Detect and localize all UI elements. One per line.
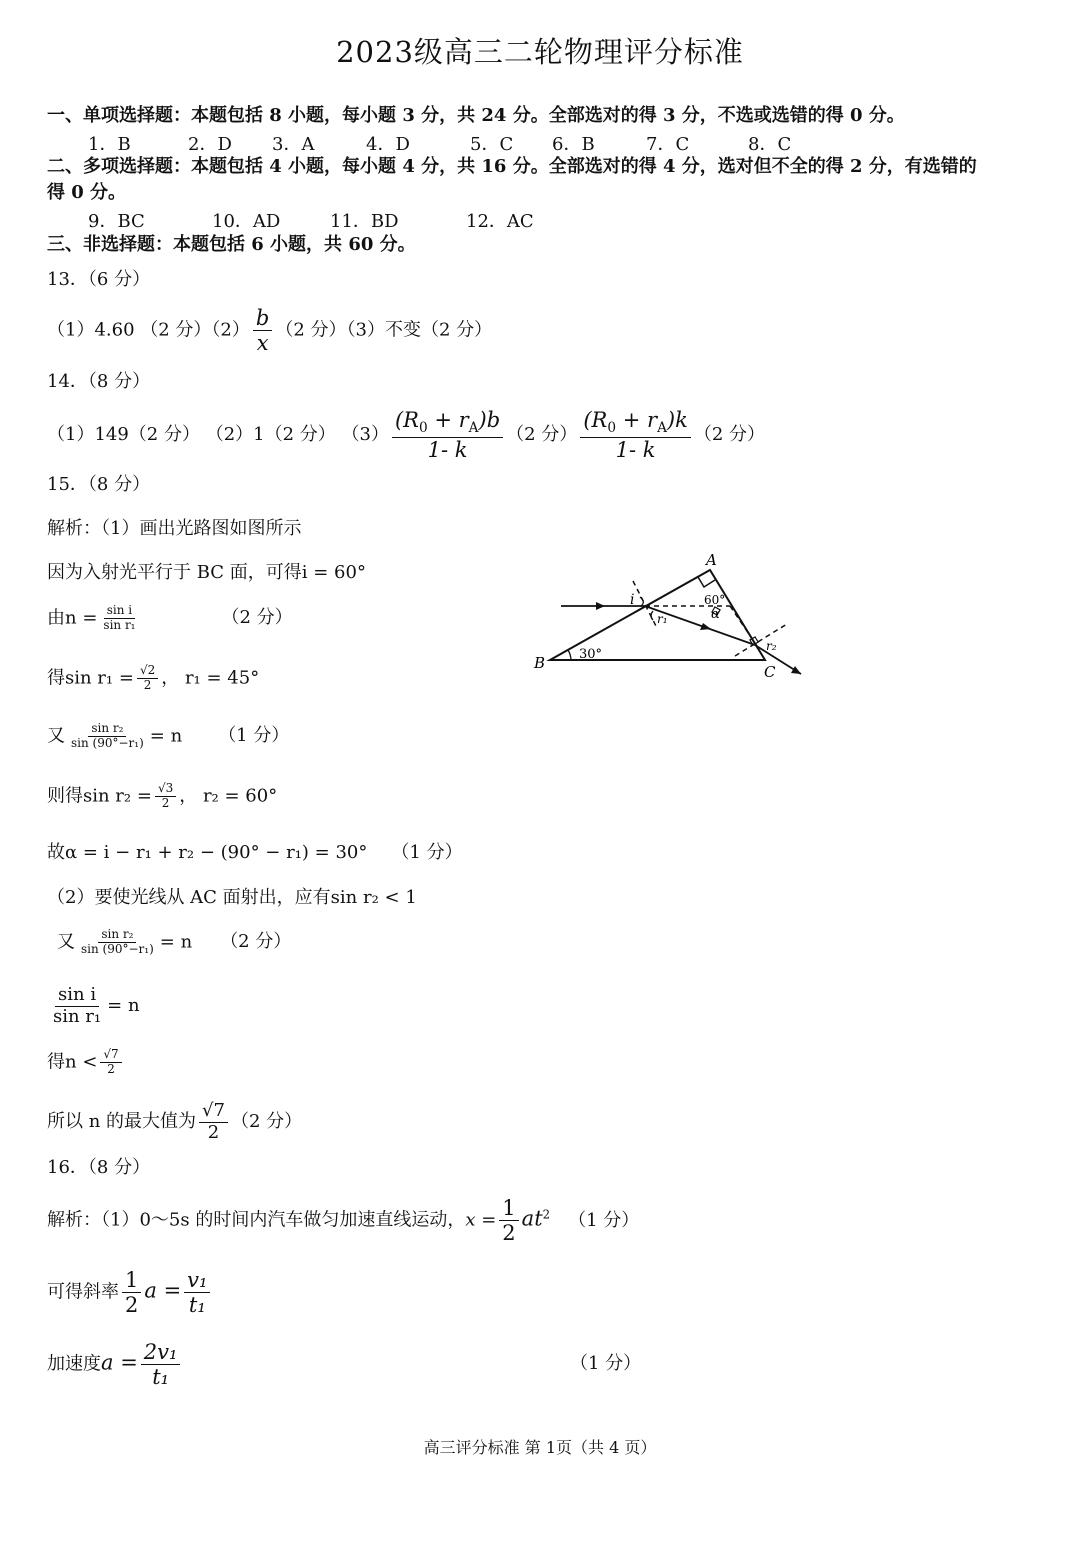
answer-10: 10．AD bbox=[212, 211, 281, 232]
section3-heading: 三、非选择题：本题包括 6 小题，共 60 分。 bbox=[47, 234, 416, 255]
section2-heading-line1: 二、多项选择题：本题包括 4 小题，每小题 4 分，共 16 分。全部选对的得 4 分，选对但不全的得 2 分，有选错的 bbox=[47, 156, 977, 177]
label-r1: r₁ bbox=[657, 612, 668, 626]
q16-line1: 解析：（1）0～5s 的时间内汽车做匀加速直线运动，x = $\frac{1}{2}$ $at^2$ （1 分） bbox=[47, 1196, 640, 1246]
label-angle-b: 30° bbox=[579, 647, 603, 662]
label-c: C bbox=[764, 663, 776, 681]
q15-line5: 又 $\frac{\text{sin r₂}}{\text{sin (90°−r₁)}}$ = n （1 分） bbox=[47, 721, 290, 750]
q14-answer: （1）149（2 分） （2）1（2 分） （3） $\frac{(R_0 + r_A)b}{1- k}$ （2 分） $\frac{(R_0 + r_A)k}{1- k}$ （2 分） bbox=[47, 408, 766, 462]
refracted-arrow bbox=[700, 623, 711, 630]
label-i: i bbox=[630, 592, 635, 608]
q14-label: 14．（8 分） bbox=[47, 371, 151, 392]
answer-11: 11．BD bbox=[330, 211, 399, 232]
q15-line7: 故α = i − r₁ + r₂ − (90° − r₁) = 30° （1 分） bbox=[47, 842, 463, 863]
q15-line2: 因为入射光平行于 BC 面，可得i = 60° bbox=[47, 562, 366, 583]
q14-fraction-2: $\frac{(R_0 + r_A)k}{1- k}$ bbox=[580, 408, 690, 462]
answer-4: 4．D bbox=[366, 134, 410, 155]
angle-arc-b bbox=[568, 650, 571, 660]
q15-line10: $\frac{\text{sin i}}{\text{sin r₁}}$ = n bbox=[53, 984, 140, 1027]
answer-12: 12．AC bbox=[466, 211, 534, 232]
q15-line6: 则得sin r₂ = $\frac{√3}{2}$ ， r₂ = 60° bbox=[47, 781, 278, 810]
label-angle-a: 60° bbox=[704, 593, 726, 607]
q16-label: 16．（8 分） bbox=[47, 1157, 151, 1178]
q15-line11: 得n < $\frac{√7}{2}$ bbox=[47, 1048, 125, 1077]
q13-fraction: $\frac{b}{x}$ bbox=[253, 306, 272, 355]
section2-heading-line2: 得 0 分。 bbox=[47, 182, 127, 203]
angle-arc-i bbox=[640, 597, 643, 606]
q15-label: 15．（8 分） bbox=[47, 474, 151, 495]
answer-8: 8．C bbox=[748, 134, 792, 155]
angle-arc-r1 bbox=[651, 611, 653, 620]
answer-3: 3．A bbox=[272, 134, 315, 155]
answer-6: 6．B bbox=[552, 134, 595, 155]
label-a: A bbox=[706, 551, 717, 569]
q16-line2: 可得斜率 $\frac{1}{2}$ a = $\frac{\text{v₁}}{\text{t₁}}$ bbox=[47, 1268, 213, 1317]
q16-line3: 加速度a = $\frac{\text{2v₁}}{\text{t₁}}$ bbox=[47, 1340, 183, 1389]
q15-line12: 所以 n 的最大值为 $\frac{√7}{2}$ （2 分） bbox=[47, 1100, 303, 1143]
emergent-arrow bbox=[791, 666, 801, 674]
right-angle-mark bbox=[698, 577, 715, 587]
section1-heading: 一、单项选择题：本题包括 8 小题，每小题 3 分，共 24 分。全部选对的得 3 分，不选或选错的得 0 分。 bbox=[47, 105, 905, 126]
q15-line1: 解析：（1）画出光路图如图所示 bbox=[47, 518, 302, 539]
answer-5: 5．C bbox=[470, 134, 514, 155]
label-r2: r₂ bbox=[766, 639, 777, 653]
page-footer: 高三评分标准 第 1页（共 4 页） bbox=[423, 1438, 657, 1457]
answer-9: 9．BC bbox=[88, 211, 145, 232]
page-title: 2023级高三二轮物理评分标准 bbox=[336, 35, 744, 69]
normal-entry bbox=[633, 581, 657, 628]
q16-line3-score: （1 分） bbox=[570, 1353, 642, 1374]
q13-label: 13．（6 分） bbox=[47, 269, 151, 290]
label-b: B bbox=[534, 654, 546, 672]
q15-line9: 又 $\frac{\text{sin r₂}}{\text{sin (90°−r₁)}}$ = n （2 分） bbox=[57, 927, 292, 956]
q15-line8: （2）要使光线从 AC 面射出，应有sin r₂ < 1 bbox=[47, 887, 417, 908]
q14-fraction-1: $\frac{(R_0 + r_A)b}{1- k}$ bbox=[392, 408, 503, 462]
prism-light-path-diagram bbox=[525, 548, 825, 698]
q13-answer: （1）4.60 （2 分）（2） $\frac{b}{x}$ （2 分）（3）不变（2 分） bbox=[47, 306, 493, 356]
answer-1: 1．B bbox=[88, 134, 131, 155]
q15-line4: 得sin r₁ = $\frac{√2}{2}$ ， r₁ = 45° bbox=[47, 663, 260, 692]
answer-7: 7．C bbox=[646, 134, 690, 155]
q15-line3: 由n = $\frac{\text{sin i}}{\text{sin r₁}}$ （2 分） bbox=[47, 603, 293, 632]
incident-arrow bbox=[596, 602, 605, 610]
answer-2: 2．D bbox=[188, 134, 232, 155]
label-alpha: α bbox=[711, 607, 720, 622]
